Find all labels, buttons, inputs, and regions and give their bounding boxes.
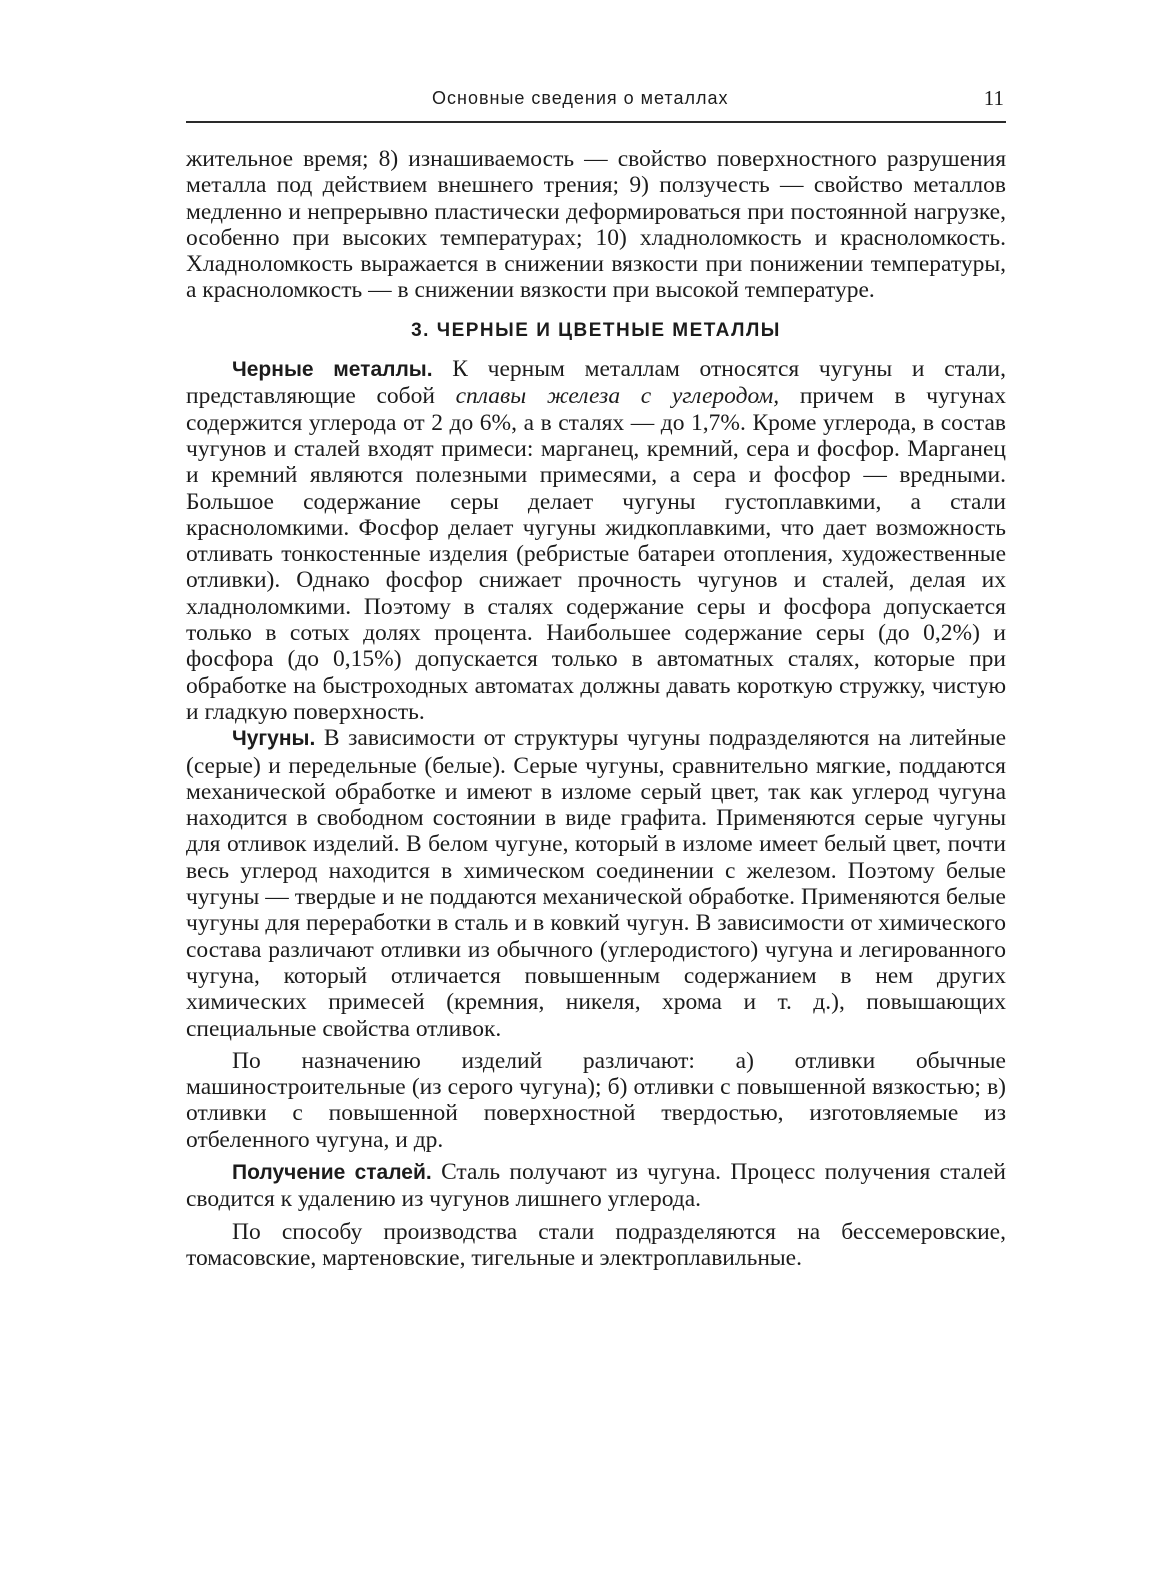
cast-iron-paragraph (186, 725, 1006, 1042)
ferrous-metals-lead: Черные металлы. (232, 358, 433, 382)
steel-lead: Получение сталей. (232, 1160, 432, 1184)
body-text (186, 146, 1006, 1271)
intro-paragraph: жительное время; 8) изнашиваемость — свойство поверхностного разрушения металла под действием внешнего трения; 9) ползучесть — свойство металлов медленно и непрерывно пластически деформироваться при постоянной нагрузке, особенно при высоких температурах; 10) хладноломкость и красноломкость. Хладноломкость выражается в снижении вязкости при понижении температуры, а красноломкость — в снижении вязкости при высокой температуре. (186, 146, 1006, 304)
method-paragraph: По способу производства стали подразделяются на бессемеровские, томасовские, мартеновские, тигельные и электроплавильные. (186, 1218, 1006, 1271)
cast-iron-lead: Чугуны. (232, 727, 316, 751)
ferrous-metals-italic: сплавы железа с углеродом, (455, 383, 780, 410)
running-title: Основные сведения о металлах (432, 88, 729, 108)
steel-paragraph (186, 1159, 1006, 1213)
steel-text: Сталь получают из чугуна. Процесс получения сталей сводится к удалению из чугунов лишнего углерода. (186, 1158, 1007, 1213)
page-number: 11 (983, 86, 1004, 110)
cast-iron-text: В зависимости от структуры чугуны подразделяются на литейные (серые) и передельные (белые). Серые чугуны, сравнительно мягкие, поддаются механической обработке и имеют в изломе серый цвет, так как углерод чугуна находится в свободном состоянии в виде графита. Применяются серые чугуны для отливок изделий. В белом чугуне, который в изломе имеет белый цвет, почти весь углерод находится в химическом соединении с железом. Поэтому белые чугуны — твердые и не поддаются механической обработке. Применяются белые чугуны для переработки в сталь и в ковкий чугун. В зависимости от химического состава различают отливки из обычного (углеродистого) чугуна и легированного чугуна, который отличается повышенным содержанием в нем других химических примесей (кремния, никеля, хрома и т. д.), повышающих специальные свойства отливок. (186, 725, 1007, 1042)
running-head (186, 88, 1006, 118)
section-heading: 3. ЧЕРНЫЕ И ЦВЕТНЫЕ МЕТАЛЛЫ (411, 319, 781, 341)
ferrous-metals-paragraph (186, 356, 1006, 725)
header-rule (186, 121, 1006, 123)
purpose-paragraph: По назначению изделий различают: а) отливки обычные машиностроительные (из серого чугуна); б) отливки с повышенной вязкостью; в) отливки с повышенной поверхностной твердостью, изготовляемые из отбеленного чугуна, и др. (186, 1047, 1006, 1153)
ferrous-metals-text-a: К черным металлам относятся чугуны и стали, представляющие собой (186, 356, 1006, 410)
ferrous-metals-text-b: причем в чугунах содержится углерода от 2 до 6%, а в сталях — до 1,7%. Кроме углерода, в состав чугунов и сталей входят примеси: марганец, кремний, сера и фосфор. Марганец и кремний являются полезными примесями, а сера и фосфор — вредными. Большое содержание серы делает чугуны густоплавкими, а стали красноломкими. Фосфор делает чугуны жидкоплавкими, что дает возможность отливать тонкостенные изделия (ребристые батареи отопления, художественные отливки). Однако фосфор снижает прочность чугунов и сталей, делая их хладноломкими. Поэтому в сталях содержание серы и фосфора допускается только в сотых долях процента. Наибольшее содержание серы (до 0,2%) и фосфора (до 0,15%) допускается только в автоматных сталях, которые при обработке на быстроходных автоматах должны давать короткую стружку, чистую и гладкую поверхность. (186, 383, 1006, 725)
